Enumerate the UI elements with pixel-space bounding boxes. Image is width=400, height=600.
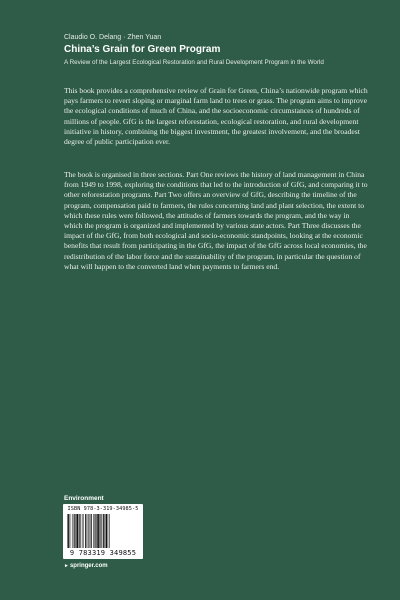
barcode-bar <box>90 514 91 548</box>
barcode-bar <box>82 514 83 548</box>
barcode-bar <box>101 514 102 548</box>
barcode-bar <box>106 514 108 548</box>
isbn-text: ISBN 978-3-319-34985-5 <box>67 506 139 512</box>
barcode-bar <box>72 514 73 548</box>
barcode-bar <box>67 514 68 548</box>
barcode-digits: 9 783319 349855 <box>69 549 137 557</box>
barcode-bar <box>96 514 97 548</box>
barcode-bar <box>83 514 84 548</box>
barcode-bars <box>67 514 139 548</box>
barcode-bar <box>103 514 104 548</box>
barcode-bar <box>75 514 76 548</box>
barcode-bar <box>93 514 94 548</box>
barcode-bar <box>76 514 78 548</box>
barcode-bar <box>85 514 86 548</box>
book-title: China’s Grain for Green Program <box>64 44 221 55</box>
barcode-bar <box>70 514 71 548</box>
barcode-bar <box>97 514 99 548</box>
barcode-bar <box>68 514 69 548</box>
barcode-bar <box>99 514 100 548</box>
barcode-bar <box>79 514 80 548</box>
authors: Claudio O. Delang · Zhen Yuan <box>64 34 162 41</box>
book-subtitle: A Review of the Largest Ecological Restoration and Rural Development Program in the World <box>64 59 324 66</box>
category-label: Environment <box>64 495 104 502</box>
barcode-bar <box>87 514 88 548</box>
blurb-paragraph-2: The book is organised in three sections. Part One reviews the history of land management in China from 1949 to 1998, exploring the conditions that led to the introduction of GfG, and comparing it to other reforestation programs. Part Two offers an overview of GfG, describing the timeline of the program, compensation paid to farmers, the rules concerning land and plant selection, the extent to which these rules were followed, the attitudes of farmers towards the program, and the way in which the program is organized and implemented by various state actors. Part Three discusses the impact of the GfG, from both ecological and socio-economic standpoints, looking at the economic benefits that result from participating in the GfG, the impact of the GfG across local economies, the redistribution of the labor force and the sustainability of the program, in particular the question of what will happen to the converted land when payments to farmers end. <box>64 170 368 271</box>
barcode <box>63 504 143 559</box>
publisher-url: springer.com <box>69 563 108 569</box>
barcode-bar <box>91 514 92 548</box>
blurb-paragraph-1: This book provides a comprehensive review of Grain for Green, China’s nationwide program which pays farmers to revert sloping or marginal farm land to trees or grass. The program aims to improve the ecological conditions of much of China, and the socioeconomic circumstances of hundreds of millions of people. GfG is the largest reforestation, ecological restoration, and rural development initiative in history, combining the biggest investment, the greatest involvement, and the broadest degree of public participation ever. <box>64 86 368 147</box>
barcode-bar <box>88 514 89 548</box>
barcode-bar <box>109 514 110 548</box>
barcode-bar <box>74 514 75 548</box>
arrow-icon: ► <box>64 563 69 569</box>
barcode-bar <box>80 514 81 548</box>
barcode-bar <box>108 514 109 548</box>
barcode-bar <box>95 514 96 548</box>
barcode-bar <box>104 514 105 548</box>
publisher-link[interactable] <box>64 563 108 569</box>
